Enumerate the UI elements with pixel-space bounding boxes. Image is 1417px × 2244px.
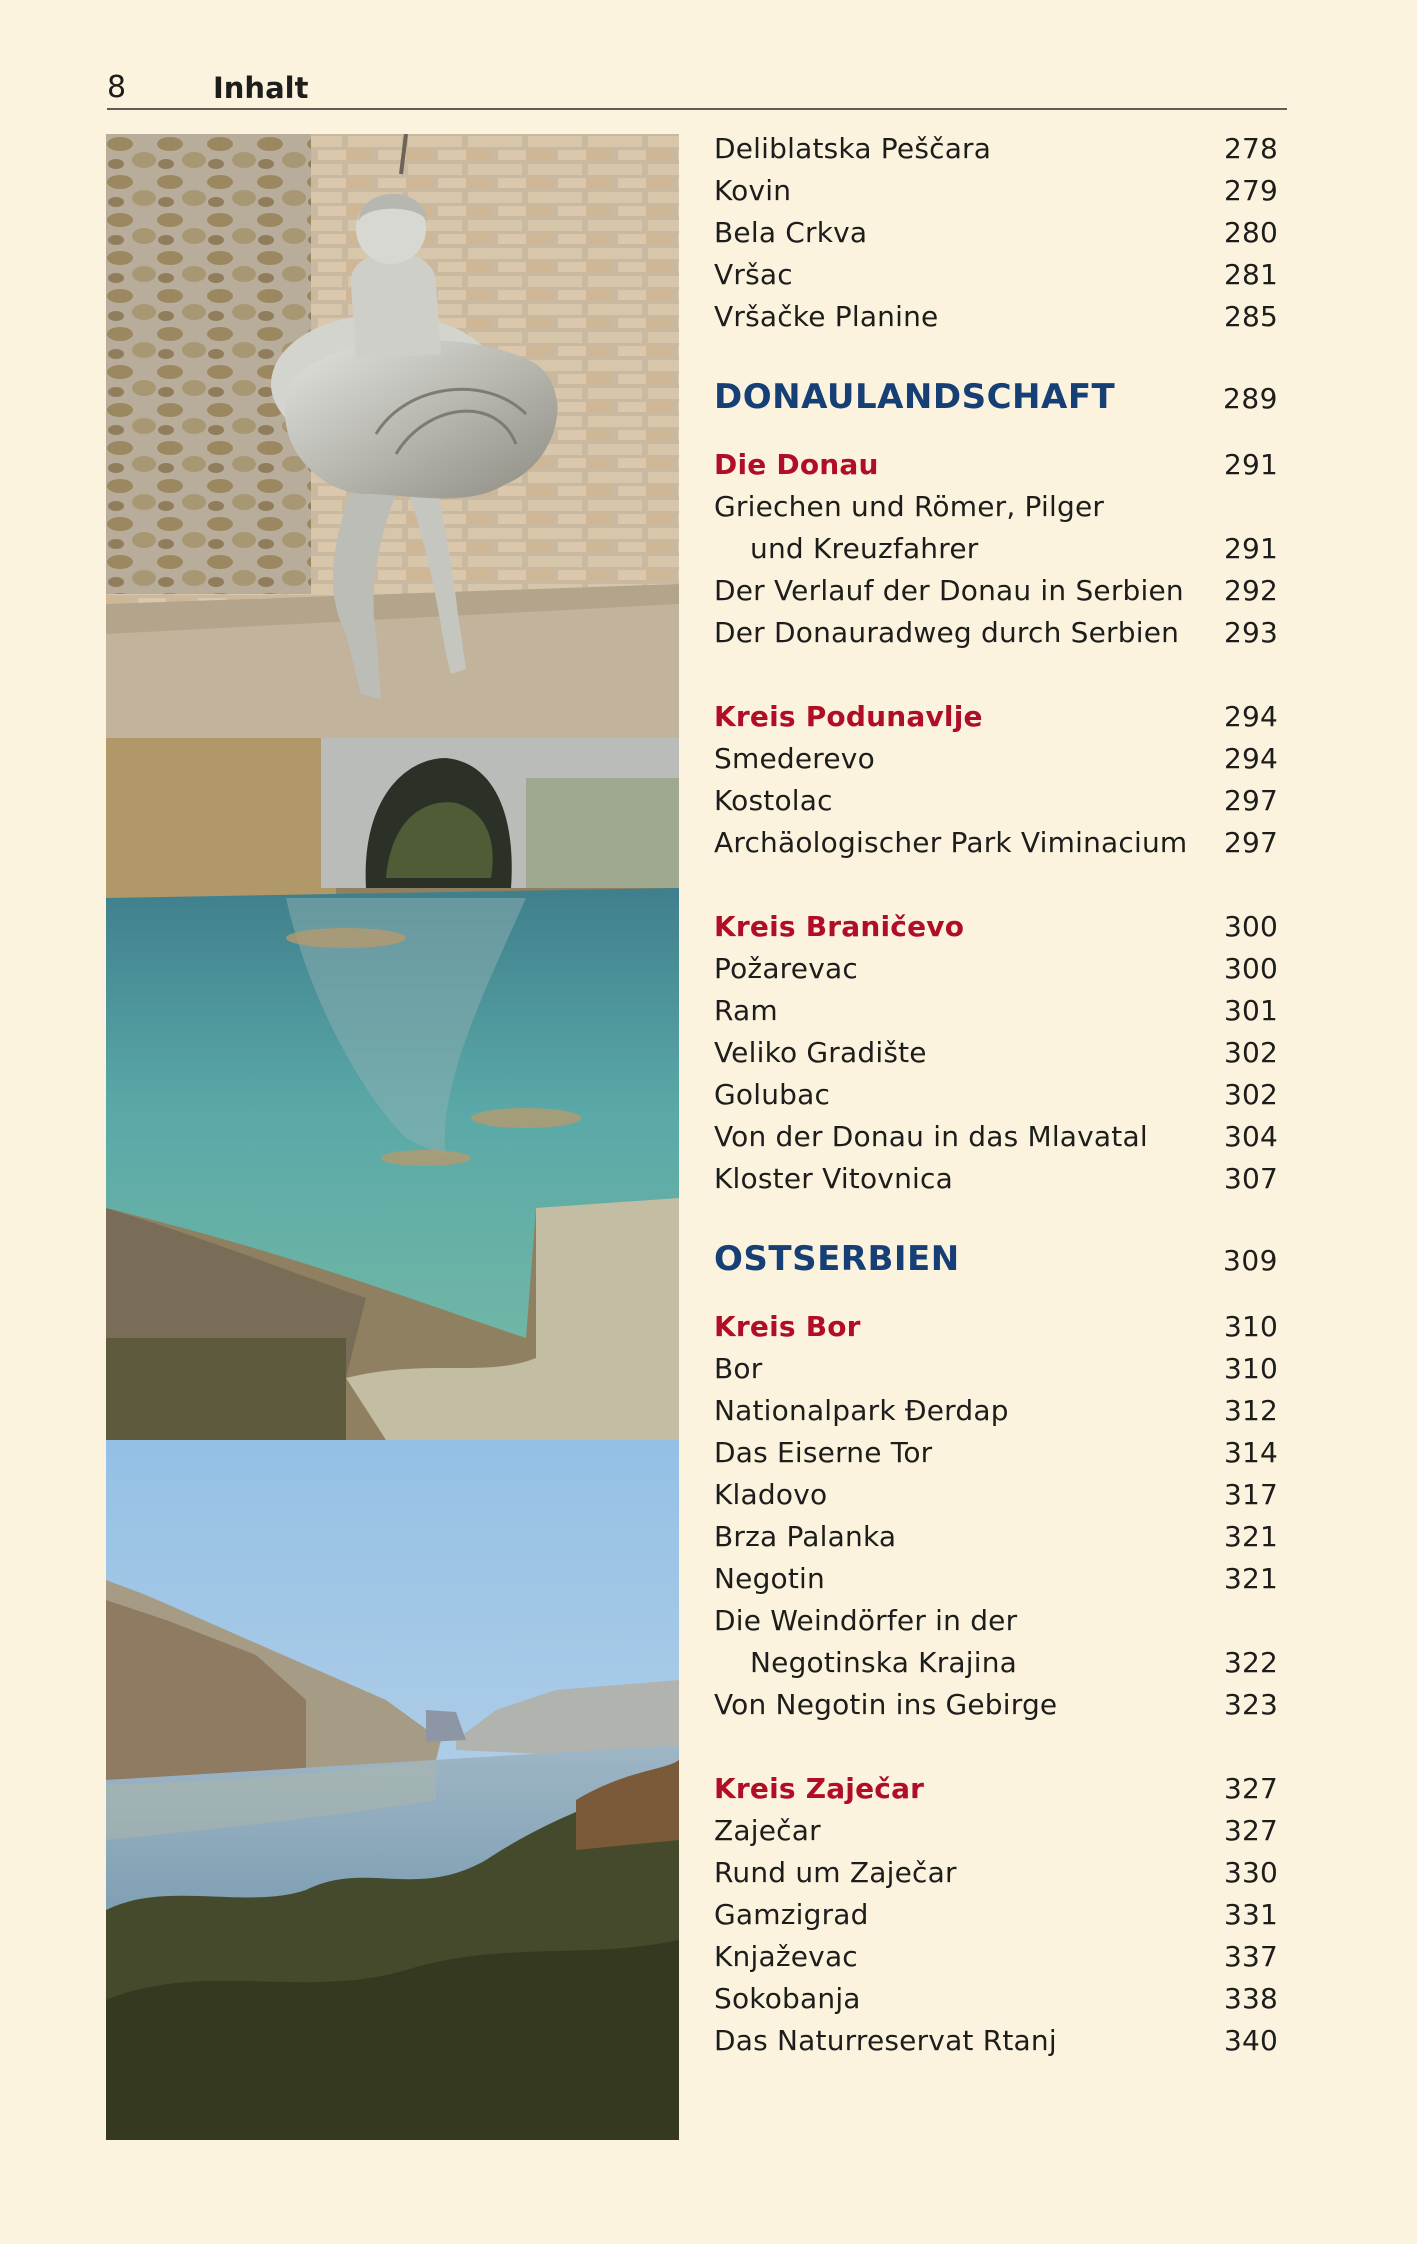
toc-entry[interactable]: Das Eiserne Tor 314: [714, 1432, 1278, 1474]
toc-entry[interactable]: Nationalpark Đerdap 312: [714, 1390, 1278, 1432]
page-ref: 301: [1223, 994, 1278, 1027]
toc-entry[interactable]: Sokobanja 338: [714, 1978, 1278, 2020]
toc-entry[interactable]: Archäologischer Park Viminacium 297: [714, 822, 1278, 864]
toc-region-zajecar[interactable]: Kreis Zaječar 327: [714, 1768, 1278, 1810]
page-ref: 340: [1223, 2024, 1278, 2057]
toc-entry[interactable]: Veliko Gradište 302: [714, 1032, 1278, 1074]
toc-region-branicevo[interactable]: Kreis Braničevo 300: [714, 906, 1278, 948]
toc-entry[interactable]: Smederevo 294: [714, 738, 1278, 780]
page-ref: 321: [1223, 1520, 1278, 1553]
toc-region-bor[interactable]: Kreis Bor 310: [714, 1306, 1278, 1348]
toc-entry[interactable]: Ram 301: [714, 990, 1278, 1032]
toc-entry-continued[interactable]: Negotinska Krajina 322: [714, 1642, 1278, 1684]
page-ref: 310: [1223, 1310, 1278, 1343]
photo-spring-cave: [106, 738, 679, 1440]
page-ref: 279: [1223, 174, 1278, 207]
toc-entry[interactable]: Negotin 321: [714, 1558, 1278, 1600]
toc-part-ostserbien[interactable]: OSTSERBIEN 309: [714, 1230, 1278, 1288]
toc-entry[interactable]: Brza Palanka 321: [714, 1516, 1278, 1558]
running-header: [107, 68, 1287, 110]
toc-entry[interactable]: Kloster Vitovnica 307: [714, 1158, 1278, 1200]
toc-entry[interactable]: Vršac 281: [714, 254, 1278, 296]
toc-entry-continued[interactable]: und Kreuzfahrer 291: [714, 528, 1278, 570]
toc-entry[interactable]: Von der Donau in das Mlavatal 304: [714, 1116, 1278, 1158]
page-ref: 291: [1223, 448, 1278, 481]
page-ref: 294: [1223, 700, 1278, 733]
toc-entry[interactable]: Kladovo 317: [714, 1474, 1278, 1516]
page-ref: 309: [1223, 1244, 1278, 1277]
page-ref: 314: [1223, 1436, 1278, 1469]
page-ref: 278: [1223, 132, 1278, 165]
page-ref: 337: [1223, 1940, 1278, 1973]
page-ref: 281: [1223, 258, 1278, 291]
page-ref: 297: [1223, 826, 1278, 859]
toc-entry[interactable]: Gamzigrad 331: [714, 1894, 1278, 1936]
page-ref: 280: [1223, 216, 1278, 249]
photo-statue: [106, 134, 679, 738]
toc-entry[interactable]: Zaječar 327: [714, 1810, 1278, 1852]
page-ref: 307: [1223, 1162, 1278, 1195]
page-ref: 323: [1223, 1688, 1278, 1721]
page-ref: 327: [1223, 1814, 1278, 1847]
toc-entry[interactable]: Deliblatska Peščara 278: [714, 128, 1278, 170]
photo-column: [106, 134, 679, 2140]
table-of-contents: [714, 128, 1278, 2062]
toc-entry[interactable]: Rund um Zaječar 330: [714, 1852, 1278, 1894]
page-ref: 300: [1223, 910, 1278, 943]
toc-entry[interactable]: Kovin 279: [714, 170, 1278, 212]
page-ref: 291: [1223, 532, 1278, 565]
page-ref: 302: [1223, 1078, 1278, 1111]
page-ref: 317: [1223, 1478, 1278, 1511]
page-ref: 338: [1223, 1982, 1278, 2015]
toc-region-podunavlje[interactable]: Kreis Podunavlje 294: [714, 696, 1278, 738]
page-ref: 310: [1223, 1352, 1278, 1385]
page-ref: 297: [1223, 784, 1278, 817]
page-ref: 285: [1223, 300, 1278, 333]
spacer: [714, 864, 1278, 906]
page-ref: 312: [1223, 1394, 1278, 1427]
page-ref: 330: [1223, 1856, 1278, 1889]
page-ref: 304: [1223, 1120, 1278, 1153]
toc-entry[interactable]: Griechen und Römer, Pilger: [714, 490, 1105, 523]
page-ref: 331: [1223, 1898, 1278, 1931]
page-ref: 302: [1223, 1036, 1278, 1069]
toc-part-donaulandschaft[interactable]: DONAULANDSCHAFT 289: [714, 368, 1278, 426]
page-ref: 293: [1223, 616, 1278, 649]
toc-entry[interactable]: Požarevac 300: [714, 948, 1278, 990]
toc-entry[interactable]: Von Negotin ins Gebirge 323: [714, 1684, 1278, 1726]
toc-entry[interactable]: Die Weindörfer in der: [714, 1604, 1018, 1637]
spacer: [714, 1726, 1278, 1768]
page-ref: 300: [1223, 952, 1278, 985]
page-number: 8: [107, 70, 127, 105]
page-ref: 294: [1223, 742, 1278, 775]
toc-entry[interactable]: Der Donauradweg durch Serbien 293: [714, 612, 1278, 654]
toc-entry[interactable]: Bor 310: [714, 1348, 1278, 1390]
toc-entry[interactable]: Das Naturreservat Rtanj 340: [714, 2020, 1278, 2062]
page-ref: 289: [1223, 382, 1278, 415]
toc-entry[interactable]: Vršačke Planine 285: [714, 296, 1278, 338]
toc-entry[interactable]: Bela Crkva 280: [714, 212, 1278, 254]
photo-danube-gorge: [106, 1440, 679, 2140]
toc-entry[interactable]: Knjaževac 337: [714, 1936, 1278, 1978]
toc-region-die-donau[interactable]: Die Donau 291: [714, 444, 1278, 486]
page-ref: 321: [1223, 1562, 1278, 1595]
toc-entry[interactable]: Kostolac 297: [714, 780, 1278, 822]
page-ref: 292: [1223, 574, 1278, 607]
toc-entry[interactable]: Der Verlauf der Donau in Serbien 292: [714, 570, 1278, 612]
page-ref: 327: [1223, 1772, 1278, 1805]
running-title: Inhalt: [213, 71, 309, 105]
page-ref: 322: [1223, 1646, 1278, 1679]
spacer: [714, 654, 1278, 696]
toc-entry[interactable]: Golubac 302: [714, 1074, 1278, 1116]
